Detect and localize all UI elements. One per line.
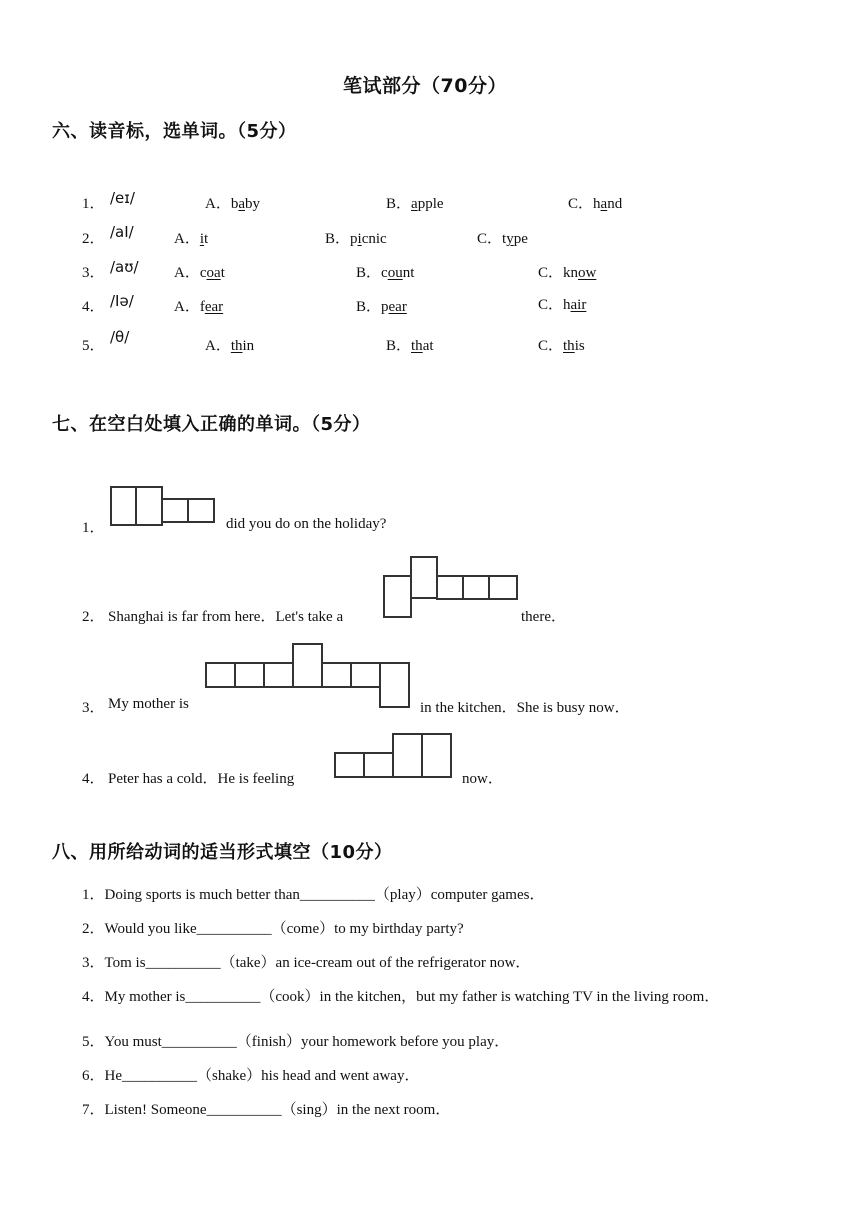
answer-blank[interactable]: __________ (161, 1034, 237, 1050)
s6-q5-number: 5． (82, 338, 105, 354)
letter-box[interactable] (321, 662, 352, 688)
s8-q4: 4．My mother is__________（cook）in the kitchen，but my father is watching TV in the living room． (82, 989, 720, 1005)
page-title: 笔试部分（70分） (343, 75, 507, 97)
letter-box[interactable] (334, 752, 365, 778)
s6-q1-option-a[interactable]: A．baby (205, 196, 261, 212)
answer-blank[interactable]: __________ (299, 887, 375, 903)
s7-q4-text-after: now． (462, 771, 503, 787)
letter-box[interactable] (110, 486, 137, 526)
s7-q1-text-after: did you do on the holiday? (226, 516, 387, 532)
s6-q1-number: 1． (82, 196, 105, 212)
s6-q5-ipa: /θ/ (110, 328, 130, 346)
s7-q1-number: 1． (82, 520, 105, 536)
letter-box[interactable] (234, 662, 265, 688)
letter-box[interactable] (350, 662, 381, 688)
s6-q2-option-c[interactable]: C．type (477, 231, 528, 247)
s6-q4-ipa: /Iə/ (110, 292, 134, 310)
s6-q5-option-a[interactable]: A．thin (205, 338, 255, 354)
s7-q2-text-before: Shanghai is far from here．Let's take a (108, 609, 344, 625)
letter-box[interactable] (421, 733, 452, 778)
s6-q3-number: 3． (82, 265, 105, 281)
s7-q2-number: 2． (82, 609, 105, 625)
s6-q3-option-a[interactable]: A．coat (174, 265, 225, 281)
answer-blank[interactable]: __________ (122, 1068, 198, 1084)
letter-box[interactable] (205, 662, 236, 688)
s6-q1-ipa: /eɪ/ (110, 189, 135, 207)
s6-q2-option-a[interactable]: A．it (174, 231, 209, 247)
section-6-heading: 六、读音标，选单词。（5分） (52, 121, 297, 142)
s6-q4-number: 4． (82, 299, 105, 315)
letter-box[interactable] (410, 556, 438, 599)
letter-box[interactable] (263, 662, 294, 688)
letter-box[interactable] (383, 575, 412, 618)
letter-box[interactable] (292, 643, 323, 688)
letter-box[interactable] (363, 752, 394, 778)
s6-q3-option-b[interactable]: B．count (356, 265, 415, 281)
s7-q3-text-before: My mother is (108, 696, 189, 712)
s7-q3-text-after: in the kitchen．She is busy now． (420, 700, 630, 716)
s6-q4-option-b[interactable]: B．pear (356, 299, 407, 315)
answer-blank[interactable]: __________ (196, 921, 272, 937)
s6-q3-option-c[interactable]: C．know (538, 265, 597, 281)
s7-q4-text-before: Peter has a cold．He is feeling (108, 771, 295, 787)
letter-box[interactable] (462, 575, 490, 600)
letter-box[interactable] (436, 575, 464, 600)
s6-q5-option-b[interactable]: B．that (386, 338, 434, 354)
s6-q2-option-b[interactable]: B．picnic (325, 231, 387, 247)
letter-box[interactable] (187, 498, 215, 523)
s6-q5-option-c[interactable]: C．this (538, 338, 585, 354)
s8-q1: 1．Doing sports is much better than__________（play）computer games． (82, 887, 545, 903)
section-8-heading: 八、用所给动词的适当形式填空（10分） (52, 842, 393, 863)
section-7-heading: 七、在空白处填入正确的单词。（5分） (52, 414, 371, 435)
s6-q4-option-a[interactable]: A．fear (174, 299, 224, 315)
s8-q3: 3．Tom is__________（take）an ice-cream out of the refrigerator now． (82, 955, 531, 971)
answer-blank[interactable]: __________ (145, 955, 221, 971)
s6-q3-ipa: /aʊ/ (110, 258, 139, 276)
answer-blank[interactable]: __________ (206, 1102, 282, 1118)
s6-q1-option-b[interactable]: B．apple (386, 196, 444, 212)
s6-q2-ipa: /aI/ (110, 223, 134, 241)
s7-q3-number: 3． (82, 700, 105, 716)
s8-q7: 7．Listen! Someone__________（sing）in the next room． (82, 1102, 451, 1118)
letter-box[interactable] (488, 575, 518, 600)
s7-q4-number: 4． (82, 771, 105, 787)
letter-box[interactable] (392, 733, 423, 778)
s6-q4-option-c[interactable]: C．hair (538, 297, 587, 313)
s7-q2-text-after: there． (521, 609, 566, 625)
s8-q2: 2．Would you like__________（come）to my birthday party? (82, 921, 464, 937)
s8-q5: 5．You must__________（finish）your homework before you play． (82, 1034, 510, 1050)
s6-q1-option-c[interactable]: C．hand (568, 196, 623, 212)
letter-box[interactable] (161, 498, 189, 523)
letter-box[interactable] (379, 662, 410, 708)
answer-blank[interactable]: __________ (185, 989, 261, 1005)
letter-box[interactable] (135, 486, 163, 526)
s8-q6: 6．He__________（shake）his head and went away． (82, 1068, 420, 1084)
s6-q2-number: 2． (82, 231, 105, 247)
